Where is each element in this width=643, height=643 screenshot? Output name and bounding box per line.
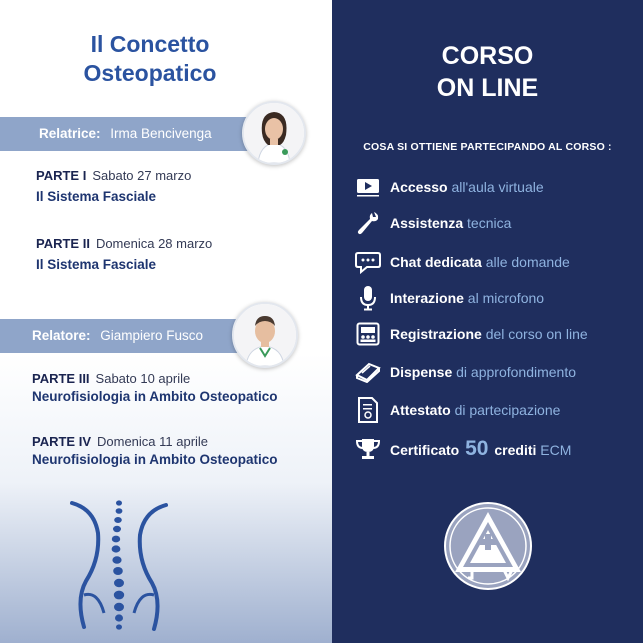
feature-chat-light: alle domande [485, 254, 570, 270]
feature-access-bold: Accesso [390, 179, 448, 195]
chat-bubble-icon [354, 248, 382, 276]
part4-label: PARTE IV [32, 434, 91, 449]
feature-recording [354, 320, 588, 348]
feature-assistance-bold: Assistenza [390, 215, 464, 231]
video-play-icon [354, 173, 382, 201]
feature-access [354, 173, 544, 201]
feature-interaction [354, 284, 544, 312]
book-icon [354, 358, 382, 386]
part1-label: PARTE I [36, 168, 87, 183]
feature-attestation-bold: Attestato [390, 402, 451, 418]
course-title-line2: Osteopatico [83, 60, 217, 86]
spine-illustration [64, 495, 174, 635]
speaker2-role: Relatore: [32, 328, 91, 343]
feature-access-light: all'aula virtuale [451, 179, 544, 195]
benefits-subtitle: COSA SI OTTIENE PARTECIPANDO AL CORSO : [363, 141, 612, 153]
part2-header [36, 235, 212, 253]
audience-screen-icon [354, 320, 382, 348]
feature-credits-bold: Certificato [390, 442, 460, 458]
feature-handouts [354, 358, 576, 386]
part1-header [36, 167, 191, 185]
feature-recording-bold: Registrazione [390, 326, 482, 342]
online-course-title-line1: CORSO [441, 42, 534, 70]
online-course-title [332, 40, 643, 104]
feature-attestation [354, 396, 560, 424]
part3-label: PARTE III [32, 371, 90, 386]
feature-credits-bold2: crediti [494, 442, 537, 458]
part4-header [32, 433, 208, 451]
feature-chat [354, 248, 570, 276]
microphone-icon [354, 284, 382, 312]
feature-handouts-bold: Dispense [390, 364, 453, 380]
certificate-icon [354, 396, 382, 424]
speaker2-name: Giampiero Fusco [100, 328, 204, 343]
course-title [0, 30, 300, 88]
part3-header [32, 370, 190, 388]
speaker1-name: Irma Bencivenga [110, 126, 212, 141]
feature-credits-number: 50 [465, 437, 489, 460]
part1-topic: Il Sistema Fasciale [36, 189, 157, 204]
speaker2-label [32, 319, 203, 353]
feature-credits-light: ECM [540, 442, 572, 458]
part4-date: Domenica 11 aprile [97, 434, 209, 449]
part2-label: PARTE II [36, 236, 90, 251]
speaker2-avatar [232, 302, 298, 368]
pv-logo [434, 500, 542, 592]
part2-topic: Il Sistema Fasciale [36, 257, 157, 272]
part4-topic: Neurofisiologia in Ambito Osteopatico [32, 452, 278, 467]
wrench-icon [354, 209, 382, 237]
feature-credits [354, 435, 571, 463]
part3-topic: Neurofisiologia in Ambito Osteopatico [32, 389, 278, 404]
speaker1-avatar [242, 101, 306, 165]
right-panel [332, 0, 643, 643]
feature-recording-light: del corso on line [485, 326, 588, 342]
feature-attestation-light: di partecipazione [454, 402, 561, 418]
part1-date: Sabato 27 marzo [92, 168, 192, 183]
trophy-icon [354, 435, 382, 463]
feature-assistance-light: tecnica [467, 215, 512, 231]
online-course-title-line2: ON LINE [436, 74, 539, 102]
feature-assistance [354, 209, 511, 237]
feature-chat-bold: Chat dedicata [390, 254, 482, 270]
speaker1-label [39, 117, 212, 151]
course-title-line1: Il Concetto [90, 31, 210, 57]
part2-date: Domenica 28 marzo [95, 236, 213, 251]
speaker1-role: Relatrice: [39, 126, 101, 141]
feature-interaction-bold: Interazione [390, 290, 464, 306]
feature-interaction-light: al microfono [467, 290, 545, 306]
feature-handouts-light: di approfondimento [456, 364, 577, 380]
part3-date: Sabato 10 aprile [95, 371, 191, 386]
